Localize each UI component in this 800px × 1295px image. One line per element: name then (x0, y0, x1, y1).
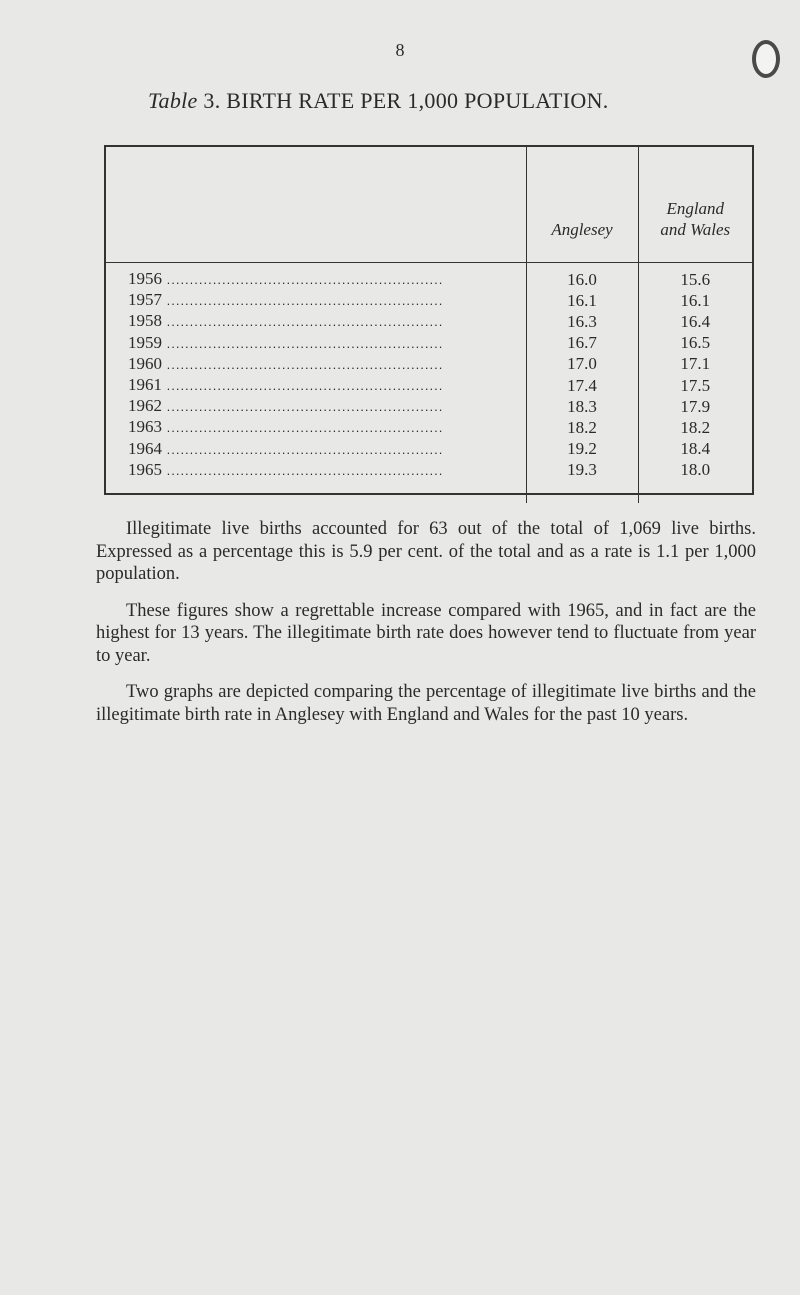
row-anglesey-value: 17.4 (526, 375, 638, 396)
birth-rate-table (104, 145, 754, 495)
table-row (106, 375, 752, 396)
row-year (106, 417, 526, 438)
header-england-line2: and Wales (660, 219, 731, 239)
row-anglesey-value: 16.1 (526, 290, 638, 311)
row-england-value: 18.0 (638, 460, 752, 481)
row-england-value: 16.1 (638, 290, 752, 311)
header-england-wales (638, 147, 752, 263)
table-title (148, 88, 609, 114)
table-row (106, 354, 752, 375)
row-year-label: 1956 (128, 269, 162, 288)
paragraph-illegitimate-births: Illegitimate live births accounted for 63 out of the total of 1,069 live births. Expressed as a percentage this is 5.9 per cent. of the total and as a rate is 1.1 per 1,000 population. (96, 519, 756, 584)
table-row (106, 263, 752, 291)
row-anglesey-value: 19.3 (526, 460, 638, 481)
leader-dots: ............................................................ (162, 378, 444, 394)
row-england-value: 17.9 (638, 396, 752, 417)
row-england-value: 17.5 (638, 375, 752, 396)
table-row (106, 333, 752, 354)
paragraph-graphs: Two graphs are depicted comparing the percentage of illegitimate live births and the illegitimate birth rate in Anglesey with England and Wales for the past 10 years. (96, 682, 756, 725)
body-text (96, 518, 756, 740)
header-england-line1: England (666, 198, 725, 218)
row-year-label: 1965 (128, 459, 162, 479)
table-bottom-spacer (106, 481, 752, 503)
row-anglesey-value: 16.3 (526, 311, 638, 332)
row-year-label: 1964 (128, 438, 162, 458)
row-year-label: 1959 (128, 332, 162, 352)
row-anglesey-value: 18.3 (526, 396, 638, 417)
row-anglesey-value: 16.7 (526, 333, 638, 354)
row-anglesey-value: 16.0 (526, 263, 638, 291)
table-title-lead: Table (148, 88, 198, 113)
leader-dots: ............................................................ (162, 335, 444, 351)
row-england-value: 16.5 (638, 333, 752, 354)
row-year-label: 1958 (128, 311, 162, 331)
page-number: 8 (395, 40, 405, 60)
row-anglesey-value: 17.0 (526, 354, 638, 375)
leader-dots: ............................................................ (162, 441, 444, 457)
punch-hole-mark (752, 40, 780, 78)
row-year (106, 396, 526, 417)
row-year (106, 311, 526, 332)
row-year (106, 333, 526, 354)
leader-dots: ............................................................ (162, 293, 444, 309)
leader-dots: ............................................................ (162, 399, 444, 415)
row-year-label: 1957 (128, 290, 162, 310)
leader-dots: ............................................................ (162, 356, 444, 372)
row-year-label: 1961 (128, 375, 162, 395)
table-row (106, 290, 752, 311)
leader-dots: ............................................................ (162, 420, 444, 436)
row-year-label: 1960 (128, 353, 162, 373)
row-england-value: 18.4 (638, 439, 752, 460)
table-title-text: 3. BIRTH RATE PER 1,000 POPULATION. (197, 88, 609, 113)
row-england-value: 15.6 (638, 263, 752, 291)
table-row (106, 439, 752, 460)
row-year-label: 1963 (128, 417, 162, 437)
header-anglesey: Anglesey (526, 147, 638, 263)
row-year (106, 460, 526, 481)
header-year (106, 147, 526, 263)
row-year-label: 1962 (128, 396, 162, 416)
table-row (106, 311, 752, 332)
row-england-value: 18.2 (638, 417, 752, 438)
table-row (106, 396, 752, 417)
row-anglesey-value: 19.2 (526, 439, 638, 460)
leader-dots: ............................................................ (162, 314, 444, 330)
table-row (106, 417, 752, 438)
leader-dots: ............................................................ (162, 462, 444, 478)
row-year (106, 263, 526, 291)
leader-dots: ............................................................ (162, 272, 444, 287)
row-year (106, 354, 526, 375)
row-anglesey-value: 18.2 (526, 417, 638, 438)
row-england-value: 17.1 (638, 354, 752, 375)
row-year (106, 375, 526, 396)
table-header-row (106, 147, 752, 263)
table-row (106, 460, 752, 481)
row-year (106, 290, 526, 311)
paragraph-increase: These figures show a regrettable increase compared with 1965, and in fact are the highest for 13 years. The illegitimate birth rate does however tend to fluctuate from year to year. (96, 600, 756, 666)
row-england-value: 16.4 (638, 311, 752, 332)
row-year (106, 439, 526, 460)
